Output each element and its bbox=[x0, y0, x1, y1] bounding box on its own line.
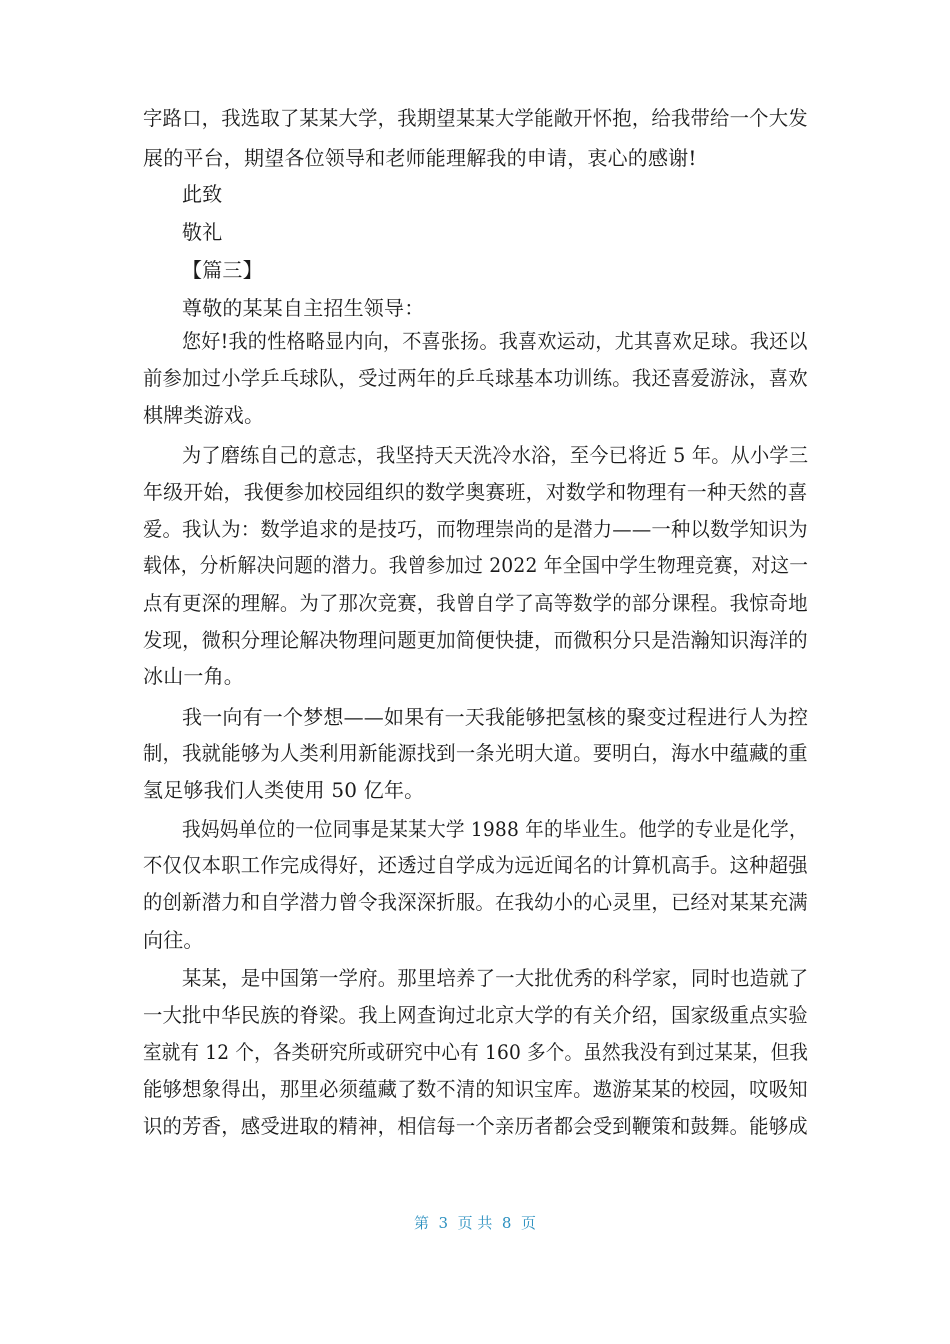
text-line: 氢足够我们人类使用 50 亿年。 bbox=[143, 778, 425, 802]
text-line: 为了磨练自己的意志，我坚持天天洗冷水浴，至今已将近 5 年。从小学三 bbox=[182, 443, 809, 467]
text-line: 点有更深的理解。为了那次竞赛，我曾自学了高等数学的部分课程。我惊奇地 bbox=[143, 591, 808, 615]
text-line: 字路口，我选取了某某大学，我期望某某大学能敞开怀抱，给我带给一个大发 bbox=[143, 106, 808, 130]
text-line: 的创新潜力和自学潜力曾令我深深折服。在我幼小的心灵里，已经对某某充满 bbox=[143, 890, 808, 914]
text-line: 识的芳香，感受进取的精神，相信每一个亲历者都会受到鞭策和鼓舞。能够成 bbox=[143, 1114, 808, 1138]
text-line: 不仅仅本职工作完成得好，还透过自学成为远近闻名的计算机高手。这种超强 bbox=[143, 853, 808, 877]
text-line: 您好!我的性格略显内向，不喜张扬。我喜欢运动，尤其喜欢足球。我还以 bbox=[182, 329, 808, 353]
text-line: 向往。 bbox=[143, 928, 204, 952]
text-line: 我妈妈单位的一位同事是某某大学 1988 年的毕业生。他学的专业是化学， bbox=[182, 817, 808, 841]
text-line: 能够想象得出，那里必须蕴藏了数不清的知识宝库。遨游某某的校园，呅吸知 bbox=[143, 1077, 808, 1101]
salutation: 尊敬的某某自主招生领导： bbox=[182, 296, 425, 320]
text-line: 年级开始，我便参加校园组织的数学奥赛班，对数学和物理有一种天然的喜 bbox=[143, 480, 808, 504]
text-line: 一大批中华民族的脊梁。我上网查询过北京大学的有关介绍，国家级重点实验 bbox=[143, 1003, 808, 1027]
text-line: 载体，分析解决问题的潜力。我曾参加过 2022 年全国中学生物理竞赛，对这一 bbox=[143, 553, 809, 577]
text-line: 敬礼 bbox=[182, 220, 223, 244]
text-line: 此致 bbox=[182, 182, 223, 206]
text-line: 某某，是中国第一学府。那里培养了一大批优秀的科学家，同时也造就了 bbox=[182, 966, 809, 990]
page-number-footer: 第 3 页 共 8 页 bbox=[414, 1214, 536, 1232]
text-line: 制，我就能够为人类利用新能源找到一条光明大道。要明白，海水中蕴藏的重 bbox=[143, 741, 808, 765]
section-heading: 【篇三】 bbox=[182, 258, 263, 282]
text-line: 冰山一角。 bbox=[143, 664, 244, 688]
text-line: 棋牌类游戏。 bbox=[143, 403, 265, 427]
text-line: 爱。我认为：数学追求的是技巧，而物理崇尚的是潜力——一种以数学知识为 bbox=[143, 517, 808, 541]
text-line: 前参加过小学乒乓球队，受过两年的乒乓球基本功训练。我还喜爱游泳，喜欢 bbox=[143, 366, 808, 390]
text-line: 展的平台，期望各位领导和老师能理解我的申请，衷心的感谢! bbox=[143, 146, 697, 170]
text-line: 室就有 12 个，各类研究所或研究中心有 160 多个。虽然我没有到过某某，但我 bbox=[143, 1040, 809, 1064]
text-line: 我一向有一个梦想——如果有一天我能够把氢核的聚变过程进行人为控 bbox=[182, 705, 809, 729]
text-line: 发现，微积分理论解决物理问题更加简便快捷，而微积分只是浩瀚知识海洋的 bbox=[143, 628, 808, 652]
